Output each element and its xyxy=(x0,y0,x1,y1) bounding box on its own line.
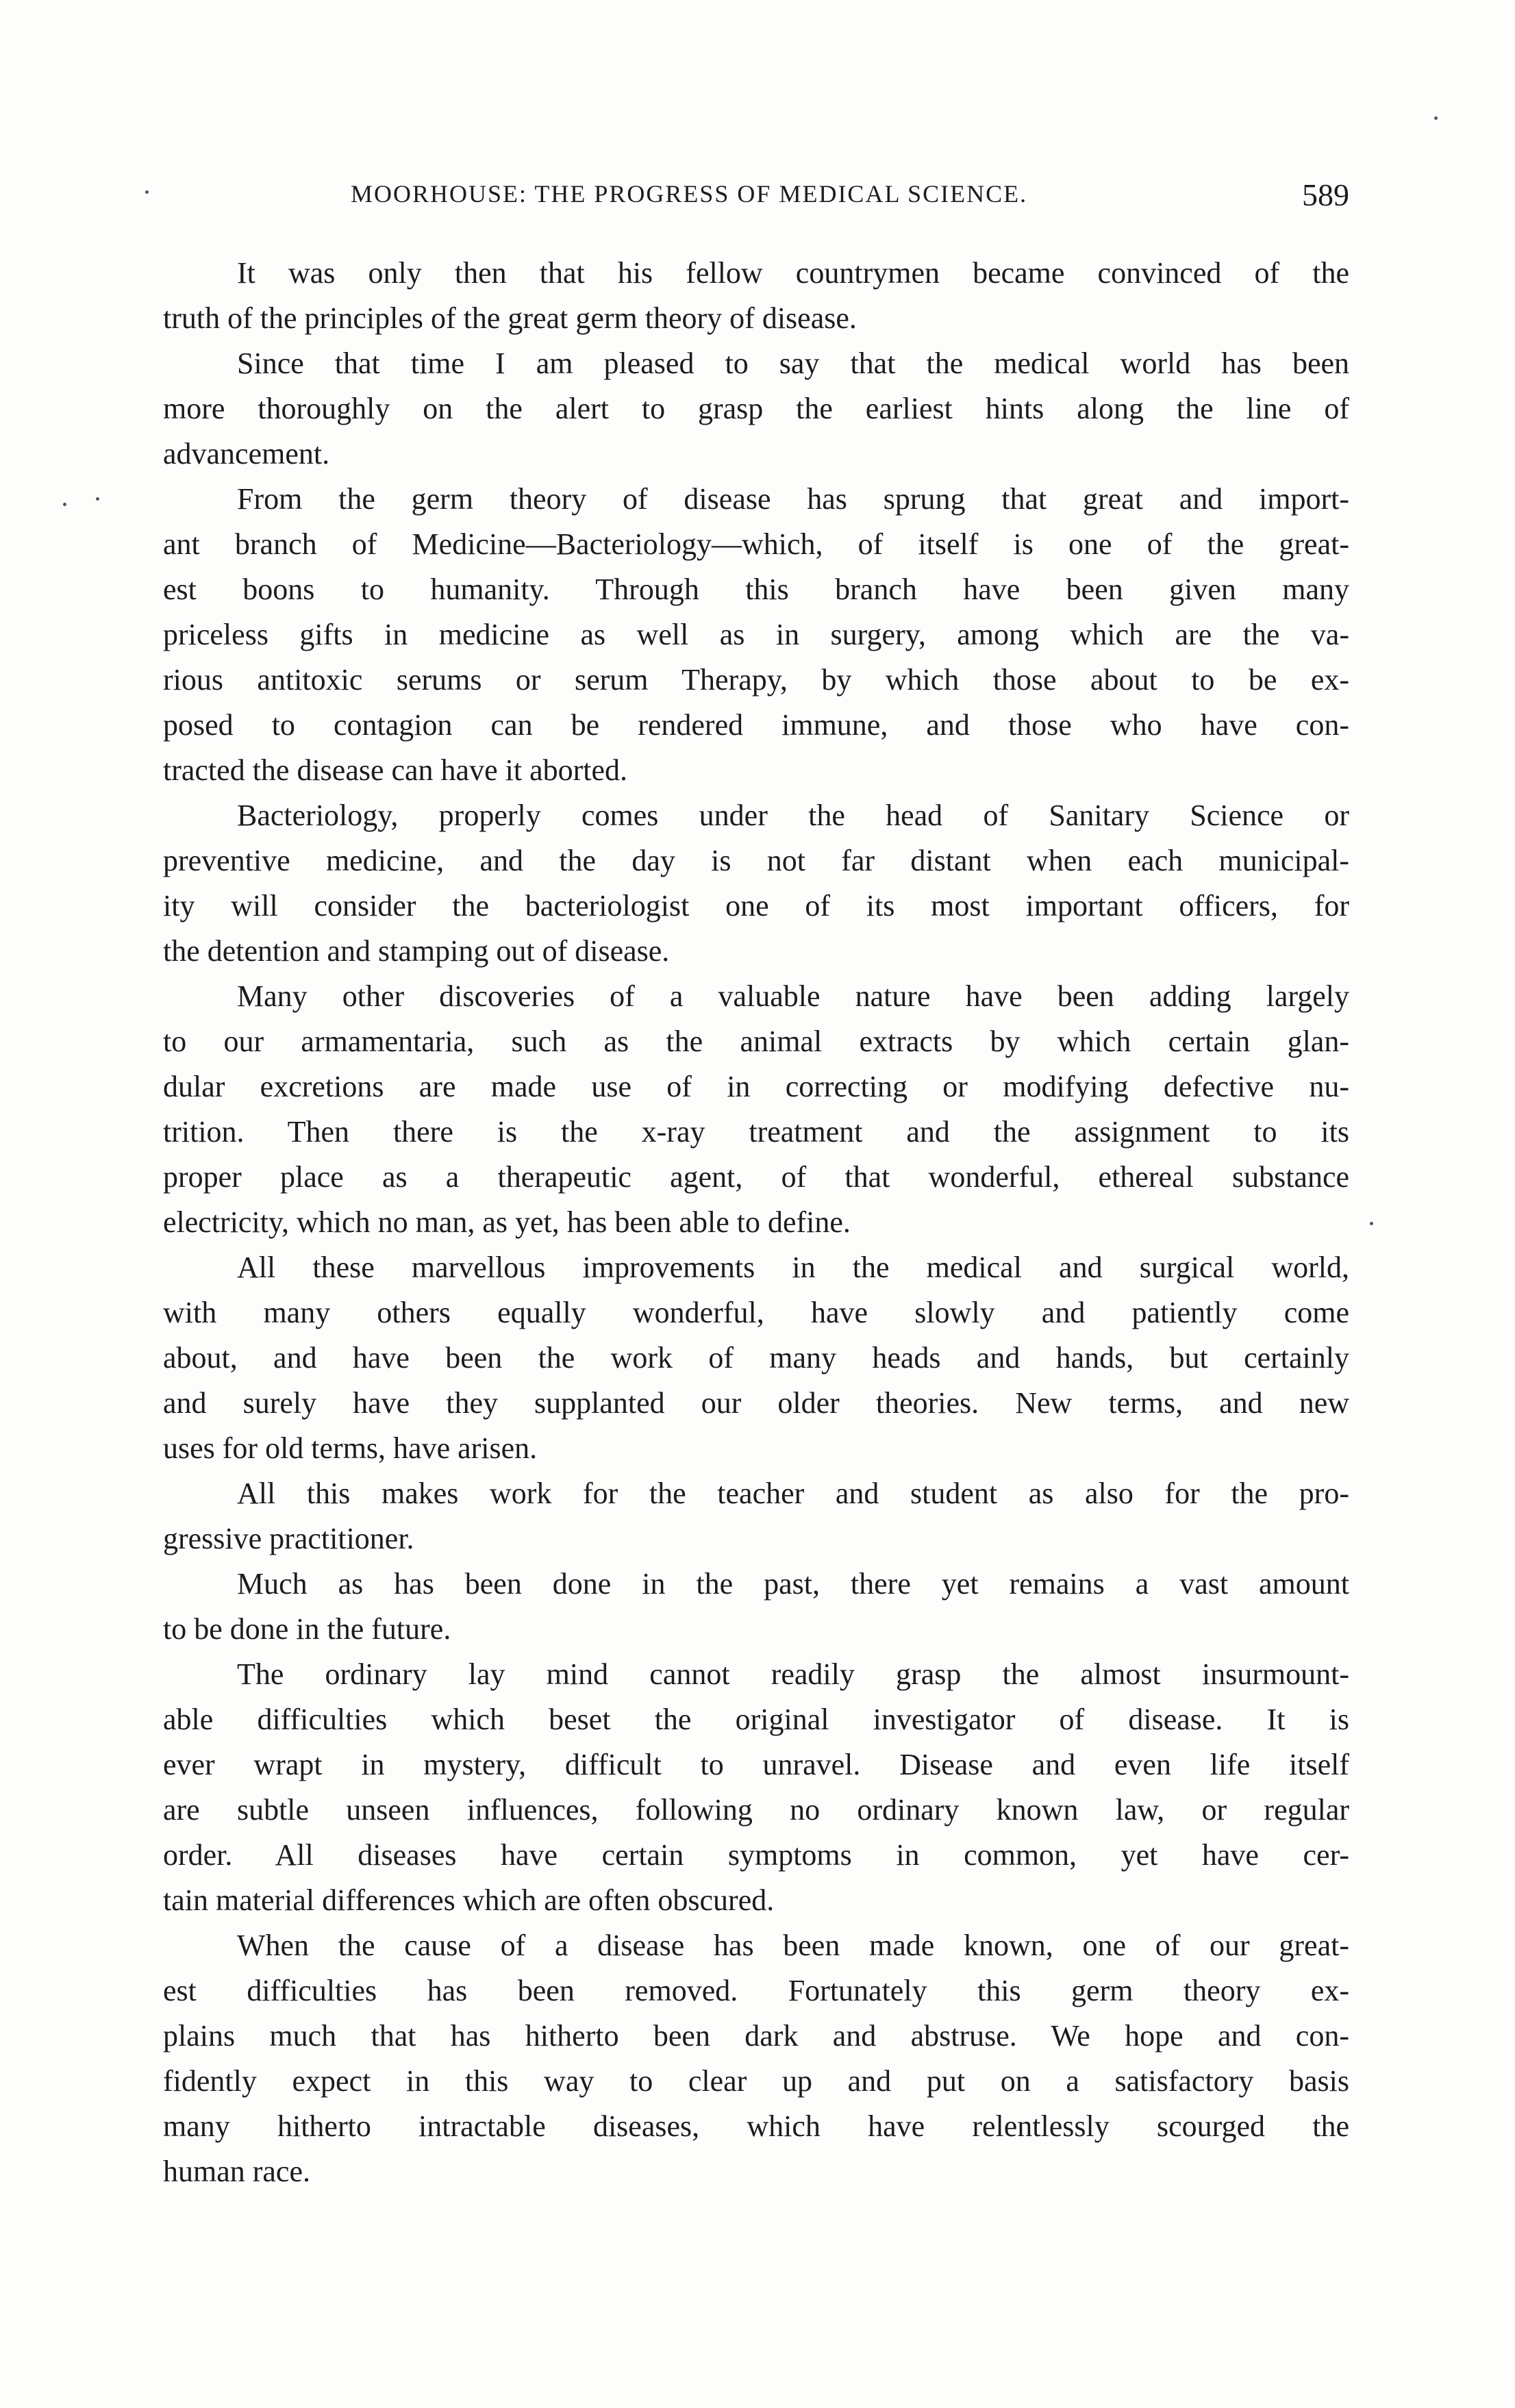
text-line: Bacteriology, properly comes under the head of Sanitary Science or xyxy=(237,799,1349,832)
scan-speck xyxy=(145,190,149,194)
paragraph xyxy=(163,1471,1349,1562)
paragraph xyxy=(163,477,1349,793)
text-line: Much as has been done in the past, there yet remains a vast amount xyxy=(237,1567,1349,1601)
scan-speck xyxy=(96,497,99,501)
text-line: When the cause of a disease has been made known, one of our great- xyxy=(237,1929,1349,1962)
text-line: Since that time I am pleased to say that the medical world has been xyxy=(237,347,1349,380)
page-number: 589 xyxy=(1302,177,1349,212)
text-line: are subtle unseen influences, following no ordinary known law, or regular xyxy=(163,1793,1349,1827)
text-line: human race. xyxy=(163,2155,310,2188)
text-line: From the germ theory of disease has sprung that great and import- xyxy=(237,482,1349,516)
text-line: rious antitoxic serums or serum Therapy, by which those about to be ex- xyxy=(163,663,1349,697)
text-line: gressive practitioner. xyxy=(163,1522,414,1555)
text-line: about, and have been the work of many heads and hands, but certainly xyxy=(163,1341,1349,1375)
text-line: tracted the disease can have it aborted. xyxy=(163,753,628,787)
text-line: and surely have they supplanted our older theories. New terms, and new xyxy=(163,1386,1349,1420)
text-line: ever wrapt in mystery, difficult to unravel. Disease and even life itself xyxy=(163,1748,1349,1781)
paragraph xyxy=(163,1245,1349,1471)
text-line: electricity, which no man, as yet, has been able to define. xyxy=(163,1205,851,1239)
text-line: fidently expect in this way to clear up and put on a satisfactory basis xyxy=(163,2064,1349,2098)
text-line: proper place as a therapeutic agent, of that wonderful, ethereal substance xyxy=(163,1160,1349,1194)
text-line: to be done in the future. xyxy=(163,1612,451,1646)
text-line: able difficulties which beset the original investigator of disease. It is xyxy=(163,1703,1349,1736)
text-line: dular excretions are made use of in correcting or modifying defective nu- xyxy=(163,1070,1349,1103)
text-line: order. All diseases have certain symptoms in common, yet have cer- xyxy=(163,1838,1349,1872)
text-line: It was only then that his fellow countrymen became convinced of the xyxy=(237,256,1349,290)
text-line: All this makes work for the teacher and student as also for the pro- xyxy=(237,1477,1349,1510)
paragraph xyxy=(163,341,1349,477)
paragraph xyxy=(163,1562,1349,1652)
paragraph xyxy=(163,974,1349,1245)
text-line: posed to contagion can be rendered immune, and those who have con- xyxy=(163,708,1349,742)
text-line: truth of the principles of the great germ theory of disease. xyxy=(163,301,857,335)
text-line: ant branch of Medicine—Bacteriology—which, of itself is one of the great- xyxy=(163,527,1349,561)
paragraph xyxy=(163,251,1349,341)
scan-speck xyxy=(1434,116,1438,120)
text-line: the detention and stamping out of disease. xyxy=(163,934,670,968)
text-line: est boons to humanity. Through this branch have been given many xyxy=(163,573,1349,606)
text-line: uses for old terms, have arisen. xyxy=(163,1431,538,1465)
paragraph xyxy=(163,793,1349,974)
text-line: with many others equally wonderful, have slowly and patiently come xyxy=(163,1296,1349,1329)
text-line: more thoroughly on the alert to grasp the earliest hints along the line of xyxy=(163,392,1349,425)
text-line: priceless gifts in medicine as well as in surgery, among which are the va- xyxy=(163,618,1349,651)
paragraph xyxy=(163,1652,1349,1923)
text-line: trition. Then there is the x-ray treatment and the assignment to its xyxy=(163,1115,1349,1149)
text-line: tain material differences which are often obscured. xyxy=(163,1883,775,1917)
scan-speck xyxy=(1370,1222,1373,1225)
text-line: advancement. xyxy=(163,437,330,471)
text-line: to our armamentaria, such as the animal extracts by which certain glan- xyxy=(163,1025,1349,1058)
text-line: ity will consider the bacteriologist one of its most important officers, for xyxy=(163,889,1349,923)
running-head xyxy=(163,177,1349,218)
text-line: Many other discoveries of a valuable nature have been adding largely xyxy=(237,979,1349,1013)
scan-speck xyxy=(63,503,66,506)
text-line: The ordinary lay mind cannot readily grasp the almost insurmount- xyxy=(237,1657,1349,1691)
running-head-title: MOORHOUSE: THE PROGRESS OF MEDICAL SCIENCE. xyxy=(351,180,1028,208)
text-line: est difficulties has been removed. Fortunately this germ theory ex- xyxy=(163,1974,1349,2007)
paragraph xyxy=(163,1923,1349,2194)
text-line: many hitherto intractable diseases, which have relentlessly scourged the xyxy=(163,2109,1349,2143)
text-line: plains much that has hitherto been dark and abstruse. We hope and con- xyxy=(163,2019,1349,2053)
text-line: preventive medicine, and the day is not far distant when each municipal- xyxy=(163,844,1349,877)
body-text xyxy=(163,251,1349,2194)
text-line: All these marvellous improvements in the medical and surgical world, xyxy=(237,1251,1349,1284)
